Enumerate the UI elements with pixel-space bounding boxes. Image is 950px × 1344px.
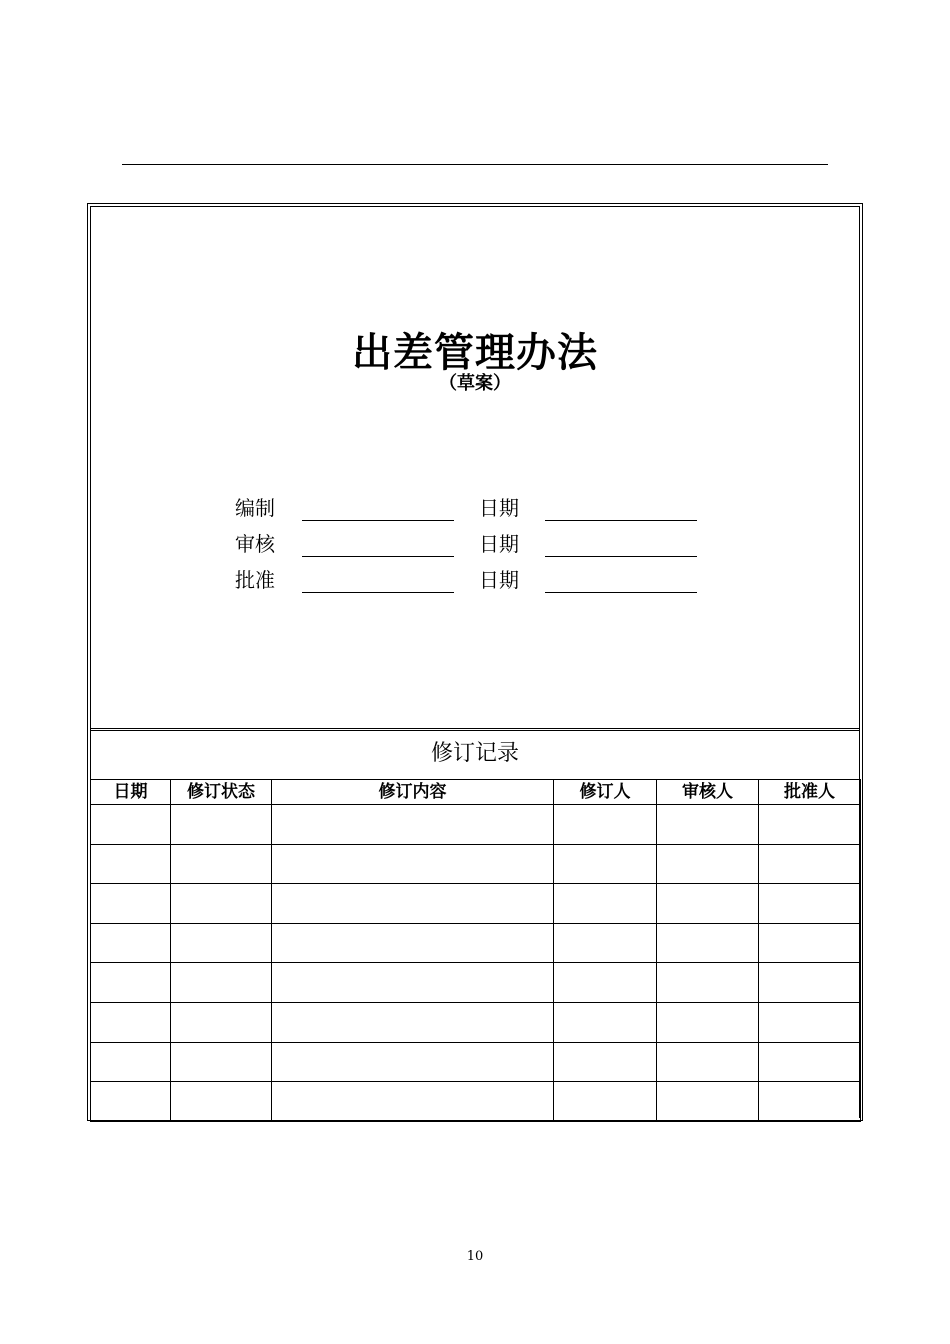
table-cell[interactable] — [554, 844, 657, 884]
signoff-label: 审核 — [235, 532, 275, 556]
table-cell[interactable] — [171, 923, 272, 963]
table-cell[interactable] — [91, 805, 171, 845]
table-cell[interactable] — [171, 844, 272, 884]
signoff-date-blank-line[interactable] — [545, 556, 697, 557]
table-row — [91, 805, 861, 845]
table-cell[interactable] — [759, 923, 861, 963]
table-cell[interactable] — [91, 923, 171, 963]
table-cell[interactable] — [657, 805, 759, 845]
table-cell[interactable] — [657, 963, 759, 1003]
signoff-row-review — [0, 530, 950, 560]
table-cell[interactable] — [759, 963, 861, 1003]
table-cell[interactable] — [657, 844, 759, 884]
table-cell[interactable] — [554, 1082, 657, 1122]
table-cell[interactable] — [171, 1082, 272, 1122]
table-row — [91, 1002, 861, 1042]
table-cell[interactable] — [759, 884, 861, 924]
table-cell[interactable] — [759, 1002, 861, 1042]
table-cell[interactable] — [272, 844, 554, 884]
table-cell[interactable] — [554, 1002, 657, 1042]
revision-record-title: 修订记录 — [430, 741, 519, 766]
table-cell[interactable] — [91, 1002, 171, 1042]
document-title: 出差管理办法 — [352, 329, 598, 376]
table-cell[interactable] — [272, 1002, 554, 1042]
page-number: 10 — [466, 1249, 484, 1264]
column-header-reviser: 修订人 — [554, 780, 657, 805]
table-cell[interactable] — [554, 923, 657, 963]
column-header-status: 修订状态 — [171, 780, 272, 805]
column-header-approver: 批准人 — [759, 780, 861, 805]
table-cell[interactable] — [91, 963, 171, 1003]
table-cell[interactable] — [657, 1082, 759, 1122]
table-cell[interactable] — [91, 844, 171, 884]
signoff-date-blank-line[interactable] — [545, 520, 697, 521]
table-cell[interactable] — [272, 884, 554, 924]
signoff-date-blank-line[interactable] — [545, 592, 697, 593]
table-cell[interactable] — [272, 1082, 554, 1122]
column-header-reviewer: 审核人 — [657, 780, 759, 805]
table-cell[interactable] — [554, 963, 657, 1003]
signoff-label: 批准 — [235, 568, 275, 592]
signoff-blank-line[interactable] — [302, 592, 454, 593]
table-row — [91, 1042, 861, 1082]
section-divider — [90, 728, 860, 731]
table-cell[interactable] — [657, 923, 759, 963]
signoff-date-label: 日期 — [479, 532, 519, 556]
column-header-date: 日期 — [91, 780, 171, 805]
revision-table-header — [91, 780, 861, 805]
table-cell[interactable] — [759, 844, 861, 884]
signoff-label: 编制 — [235, 496, 275, 520]
table-cell[interactable] — [272, 963, 554, 1003]
signoff-row-approve — [0, 566, 950, 596]
table-cell[interactable] — [171, 1002, 272, 1042]
table-cell[interactable] — [759, 1042, 861, 1082]
table-cell[interactable] — [272, 1042, 554, 1082]
table-cell[interactable] — [657, 1002, 759, 1042]
table-cell[interactable] — [171, 884, 272, 924]
signoff-date-label: 日期 — [479, 568, 519, 592]
table-cell[interactable] — [91, 884, 171, 924]
header-rule — [122, 164, 828, 165]
table-row — [91, 884, 861, 924]
document-subtitle: （草案） — [439, 373, 511, 394]
table-row — [91, 1082, 861, 1122]
table-cell[interactable] — [91, 1042, 171, 1082]
table-cell[interactable] — [554, 884, 657, 924]
table-cell[interactable] — [759, 1082, 861, 1122]
signoff-date-label: 日期 — [479, 496, 519, 520]
table-row — [91, 844, 861, 884]
column-header-content: 修订内容 — [272, 780, 554, 805]
table-cell[interactable] — [91, 1082, 171, 1122]
table-cell[interactable] — [657, 1042, 759, 1082]
table-cell[interactable] — [759, 805, 861, 845]
table-cell[interactable] — [657, 884, 759, 924]
table-row — [91, 923, 861, 963]
table-cell[interactable] — [554, 805, 657, 845]
table-cell[interactable] — [171, 963, 272, 1003]
table-cell[interactable] — [171, 1042, 272, 1082]
table-cell[interactable] — [171, 805, 272, 845]
table-cell[interactable] — [272, 923, 554, 963]
signoff-blank-line[interactable] — [302, 556, 454, 557]
signoff-blank-line[interactable] — [302, 520, 454, 521]
table-row — [91, 963, 861, 1003]
signoff-row-compile — [0, 494, 950, 524]
table-cell[interactable] — [554, 1042, 657, 1082]
table-cell[interactable] — [272, 805, 554, 845]
revision-table — [90, 779, 861, 1122]
